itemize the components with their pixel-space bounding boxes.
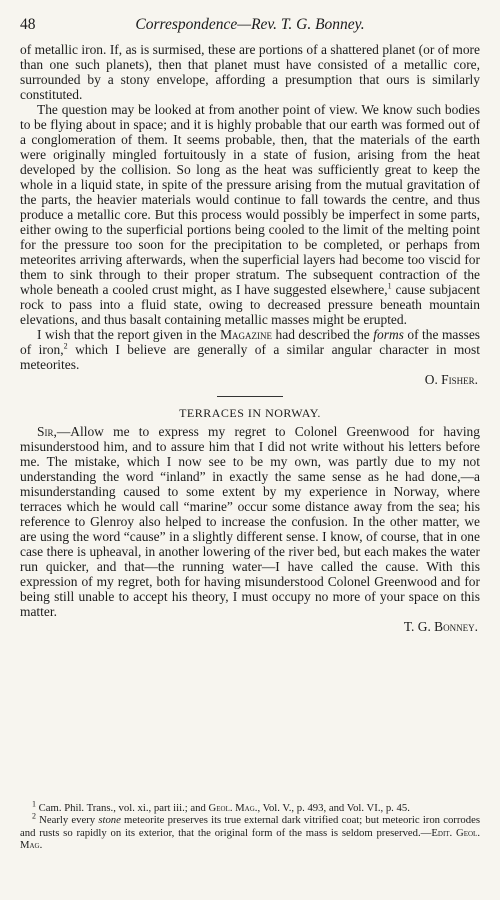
letter-text: ,—Allow me to express my regret to Colonel Greenwood for having misunderstood him, and to assure him that I did not write without his letters before me. The mistake, which I now see to be my own, was partly due to my not understanding the word “inland” in exactly the same sense as he had done,—a misunderstanding caused to some extent by my experience in Norway, where terraces which he would call “marine” occur some distance away from the sea; his reference to Glenroy also helped to increase the confusion. In the other matter, we are using the word “cause” in a slightly different sense. I know, of course, that in one case there is upheaval, in another lowering of the river bed, but each makes the water run quicker, and that—the running water—I have called the cause. With this expression of my regret, both for having misunderstood Colonel Greenwood and for being still unable to accept his theory, I must occupy no more of your space on this matter. — [20, 424, 480, 619]
emphasis-stone: stone — [98, 814, 121, 827]
page-header — [20, 16, 480, 36]
footnote-text: , Vol. V., p. 493, and Vol. VI., p. 45. — [257, 802, 410, 814]
paragraph-report — [20, 327, 480, 372]
footnote-text: Nearly every — [36, 814, 99, 827]
journal-abbrev: Geol. Mag. — [208, 802, 258, 814]
editor-note: Edit. Geol. Mag. — [20, 826, 480, 851]
body-text — [20, 42, 480, 634]
footnote-ref-1[interactable]: 1 — [387, 281, 392, 291]
signature-fisher — [20, 372, 480, 387]
footnote-ref-2[interactable]: 2 — [63, 341, 68, 351]
emphasis-forms: forms — [373, 327, 404, 342]
footnote-text: meteorite preserves its true external dark vitrified coat; but meteoric iron corrodes and rusts so rapidly on its exterior, that the original form of the mass is seldom preserved.— — [20, 814, 480, 839]
paragraph-text: The question may be looked at from another point of view. We know such bodies to be flying about in space; and it is highly probable that our earth was formed out of a conglomeration of them. It seems probable, then, that the materials of the earth were originally mingled fortuitously in a state of fusion, arising from the heat developed by the collision. So long as the heat was sufficiently great to keep the whole in a liquid state, in spite of the pressure arising from the mutual gravitation of the parts, the heavier materials would continue to fall towards the centre, and thus produce a metallic core. But this process would possibly be imperfect in some parts, either owing to the superficial portions being cooled to the limit of the melting point for the pressure too soon for the precipitation to be completed, or perhaps from meteorites arriving afterwards, when the superficial layers had become too viscid for them to sink through to their proper stratum. The subsequent contraction of the whole beneath a cooled crust might, as I have suggested elsewhere, — [20, 102, 480, 297]
running-head: Correspondence—Rev. T. G. Bonney. — [135, 16, 365, 33]
footnotes — [20, 799, 480, 851]
section-divider — [217, 396, 283, 397]
footnote-2 — [20, 811, 480, 851]
salutation: Sir — [37, 424, 54, 439]
signature-text: T. G. Bonney. — [403, 619, 478, 634]
signature-text: O. Fisher. — [424, 372, 478, 387]
paragraph-continued: of metallic iron. If, as is surmised, these are portions of a shattered planet (or of more than one such planets), then that planet must have consisted of a metallic core, surrounded by a stony envelope, affording a presumption that ours is similarly constituted. — [20, 42, 480, 102]
magazine-name: Magazine — [220, 327, 273, 342]
page-number: 48 — [20, 16, 36, 33]
text-run: of the masses of iron, — [20, 327, 481, 357]
section-title: TERRACES IN NORWAY. — [179, 406, 321, 420]
text-run: had described the — [272, 327, 374, 342]
text-run: which I believe are generally of a similar angular character in most meteorites. — [20, 342, 480, 372]
footnote-text: Cam. Phil. Trans., vol. xi., part iii.; and — [36, 802, 209, 814]
letter-body — [20, 424, 480, 619]
footnote-1 — [20, 799, 480, 814]
paragraph-point-of-view — [20, 102, 480, 327]
text-run: I wish that the report given in the — [37, 327, 221, 342]
footnote-number: 2 — [32, 811, 36, 821]
signature-bonney — [20, 619, 480, 634]
paragraph-text-cont: cause subjacent rock to pass into a fluid state, owing to decreased pressure beneath mountain elevations, and thus basalt containing metallic masses might be erupted. — [20, 282, 480, 327]
footnote-number: 1 — [32, 799, 36, 809]
